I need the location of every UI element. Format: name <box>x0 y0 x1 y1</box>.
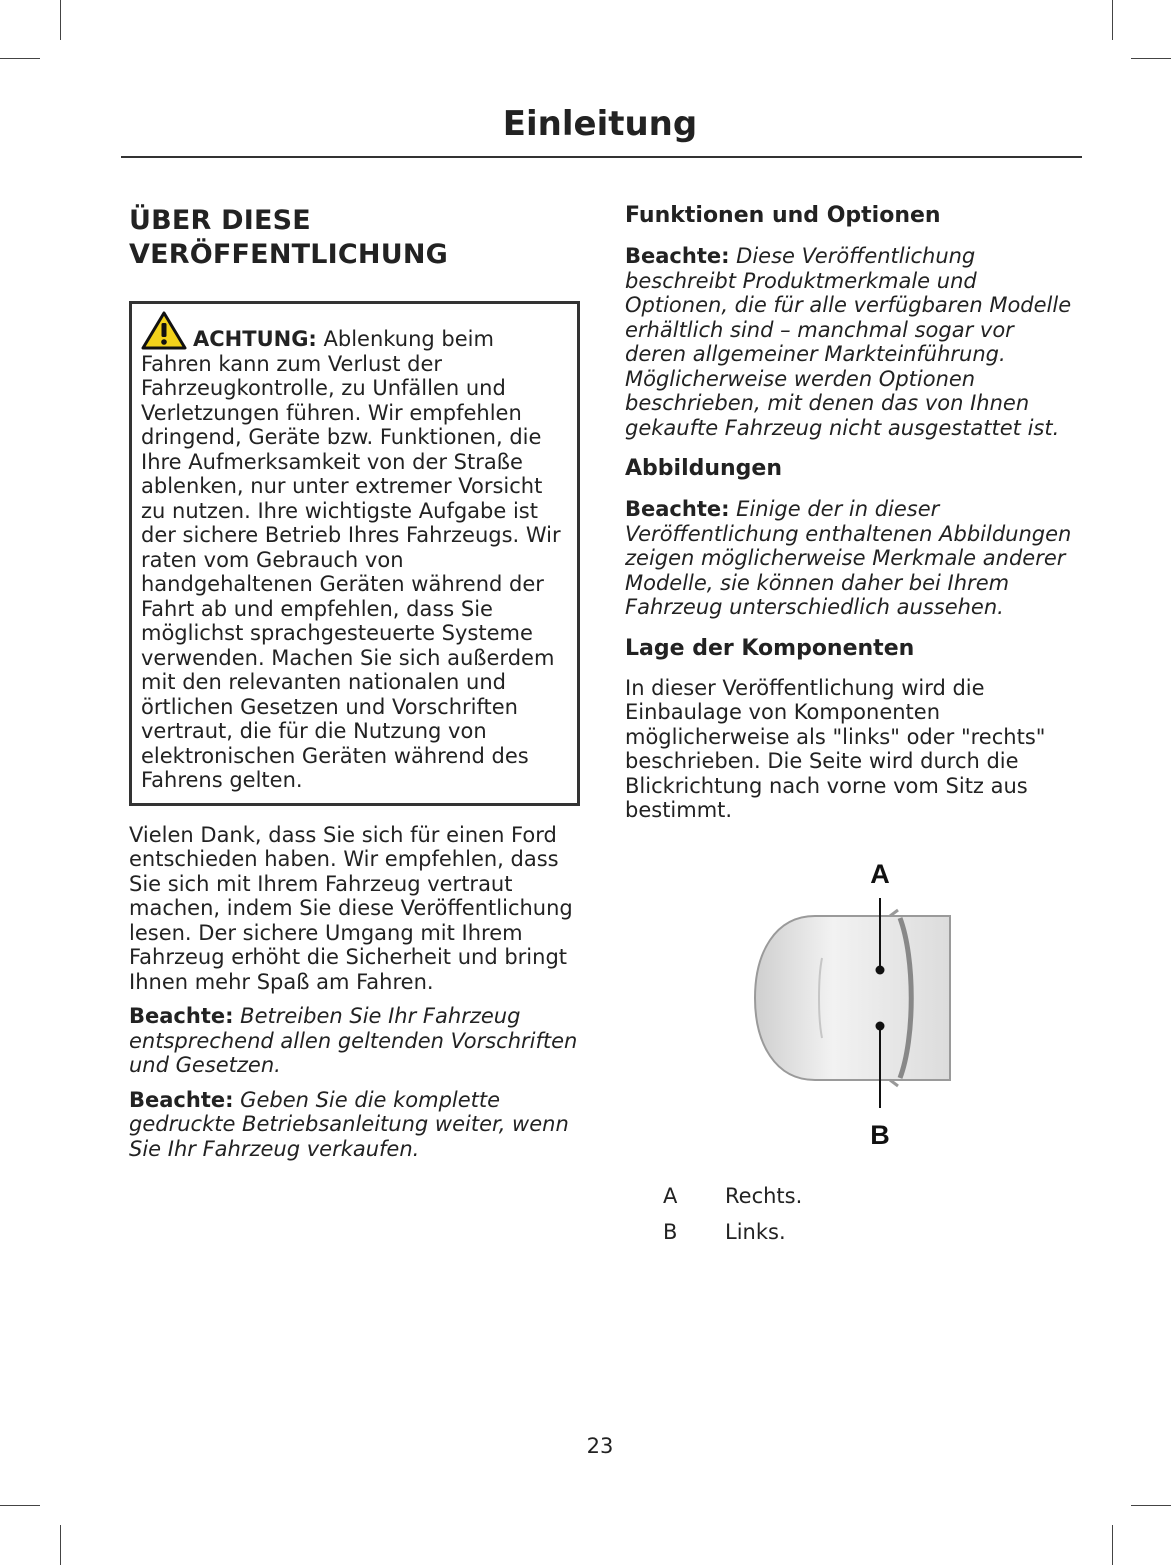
crop-mark <box>1131 1505 1171 1506</box>
note-paragraph <box>129 1004 579 1078</box>
title-divider <box>121 156 1082 158</box>
note-label: Beachte: <box>129 1004 234 1028</box>
pointer-dot-b <box>876 1022 885 1031</box>
note-text: Einige der in dieser Veröffentlichung enthaltenen Abbildungen zeigen möglicherweise Merkmale anderer Modelle, sie können daher bei Ihrem Fahrzeug unterschiedlich aussehen. <box>625 497 1072 619</box>
functions-heading: Funktionen und Optionen <box>625 203 941 228</box>
components-paragraph: In dieser Veröffentlichung wird die Einbaulage von Komponenten möglicherweise als "links" oder "rechts" beschrieben. Die Seite wird durch die Blickrichtung nach vorne vom Sitz aus bestimmt. <box>625 675 1046 822</box>
figure-label-b: B <box>870 1120 890 1150</box>
page-number: 23 <box>586 1434 614 1458</box>
crop-mark <box>0 58 40 59</box>
car-body <box>755 916 950 1080</box>
note-text: Geben Sie die komplette gedruckte Betriebsanleitung weiter, wenn Sie Ihr Fahrzeug verkaufen. <box>129 1087 569 1161</box>
warning-box <box>129 301 580 806</box>
components-heading: Lage der Komponenten <box>625 635 915 661</box>
legend-key: B <box>663 1220 678 1244</box>
intro-paragraph: Vielen Dank, dass Sie sich für einen Ford entschieden haben. Wir empfehlen, dass Sie sich mit Ihrem Fahrzeug vertraut machen, indem Sie diese Veröffentlichung lesen. Der sichere Umgang mit Ihrem Fahrzeug erhöht die Sicherheit und bringt Ihnen mehr Spaß am Fahren. <box>129 822 573 994</box>
figure-legend <box>663 1183 802 1255</box>
legend-value: Links. <box>725 1220 786 1244</box>
functions-note <box>625 244 1077 440</box>
legend-key: A <box>663 1184 678 1208</box>
pointer-dot-a <box>876 966 885 975</box>
note-text: Diese Veröffentlichung beschreibt Produktmerkmale und Optionen, die für alle verfügbaren Modelle erhältlich sind – manchmal sogar vor deren allgemeiner Markteinführung. Möglicherweise werden Optionen beschrieben, mit denen das von Ihnen gekaufte Fahrzeug nicht ausgestattet ist. <box>625 244 1072 440</box>
crop-mark <box>1112 0 1113 40</box>
warning-label: ACHTUNG: <box>193 327 317 351</box>
section-title-line-2: VERÖFFENTLICHUNG <box>129 239 448 270</box>
section-title <box>129 204 579 272</box>
page-title: Einleitung <box>502 104 698 144</box>
crop-mark <box>1112 1525 1113 1565</box>
car-top-view-figure <box>740 858 970 1150</box>
illustrations-note <box>625 497 1077 620</box>
crop-mark <box>60 1525 61 1565</box>
note-text: Betreiben Sie Ihr Fahrzeug entsprechend allen geltenden Vorschriften und Gesetzen. <box>129 1004 578 1077</box>
crop-mark <box>1131 58 1171 59</box>
warning-text: Ablenkung beim Fahren kann zum Verlust der Fahrzeugkontrolle, zu Unfällen und Verletzungen führen. Wir empfehlen dringend, Geräte bzw. Funktionen, die Ihre Aufmerksamkeit von der Straße ablenken, nur unter extremer Vorsicht zu nutzen. Ihre wichtigste Aufgabe ist der sichere Betrieb Ihres Fahrzeugs. Wir raten vom Gebrauch von handgehaltenen Geräten während der Fahrt ab und empfehlen, dass Sie möglichst sprachgesteuerte Systeme verwenden. Machen Sie sich außerdem mit den relevanten nationalen und örtlichen Gesetzen und Vorschriften vertraut, die für die Nutzung von elektronischen Geräten während des Fahrens gelten. <box>141 327 561 792</box>
legend-value: Rechts. <box>725 1184 803 1208</box>
note-label: Beachte: <box>625 244 730 268</box>
note-label: Beachte: <box>625 497 730 521</box>
left-column <box>129 204 579 1161</box>
crop-mark <box>60 0 61 40</box>
section-title-line-1: ÜBER DIESE <box>129 205 311 236</box>
crop-mark <box>0 1505 40 1506</box>
note-label: Beachte: <box>129 1087 234 1112</box>
legend-row <box>663 1219 802 1255</box>
right-column <box>625 202 1077 823</box>
figure-label-a: A <box>870 859 890 889</box>
illustrations-heading: Abbildungen <box>625 456 783 481</box>
note-paragraph <box>129 1088 579 1162</box>
legend-row <box>663 1183 802 1219</box>
warning-triangle-icon <box>141 310 187 350</box>
